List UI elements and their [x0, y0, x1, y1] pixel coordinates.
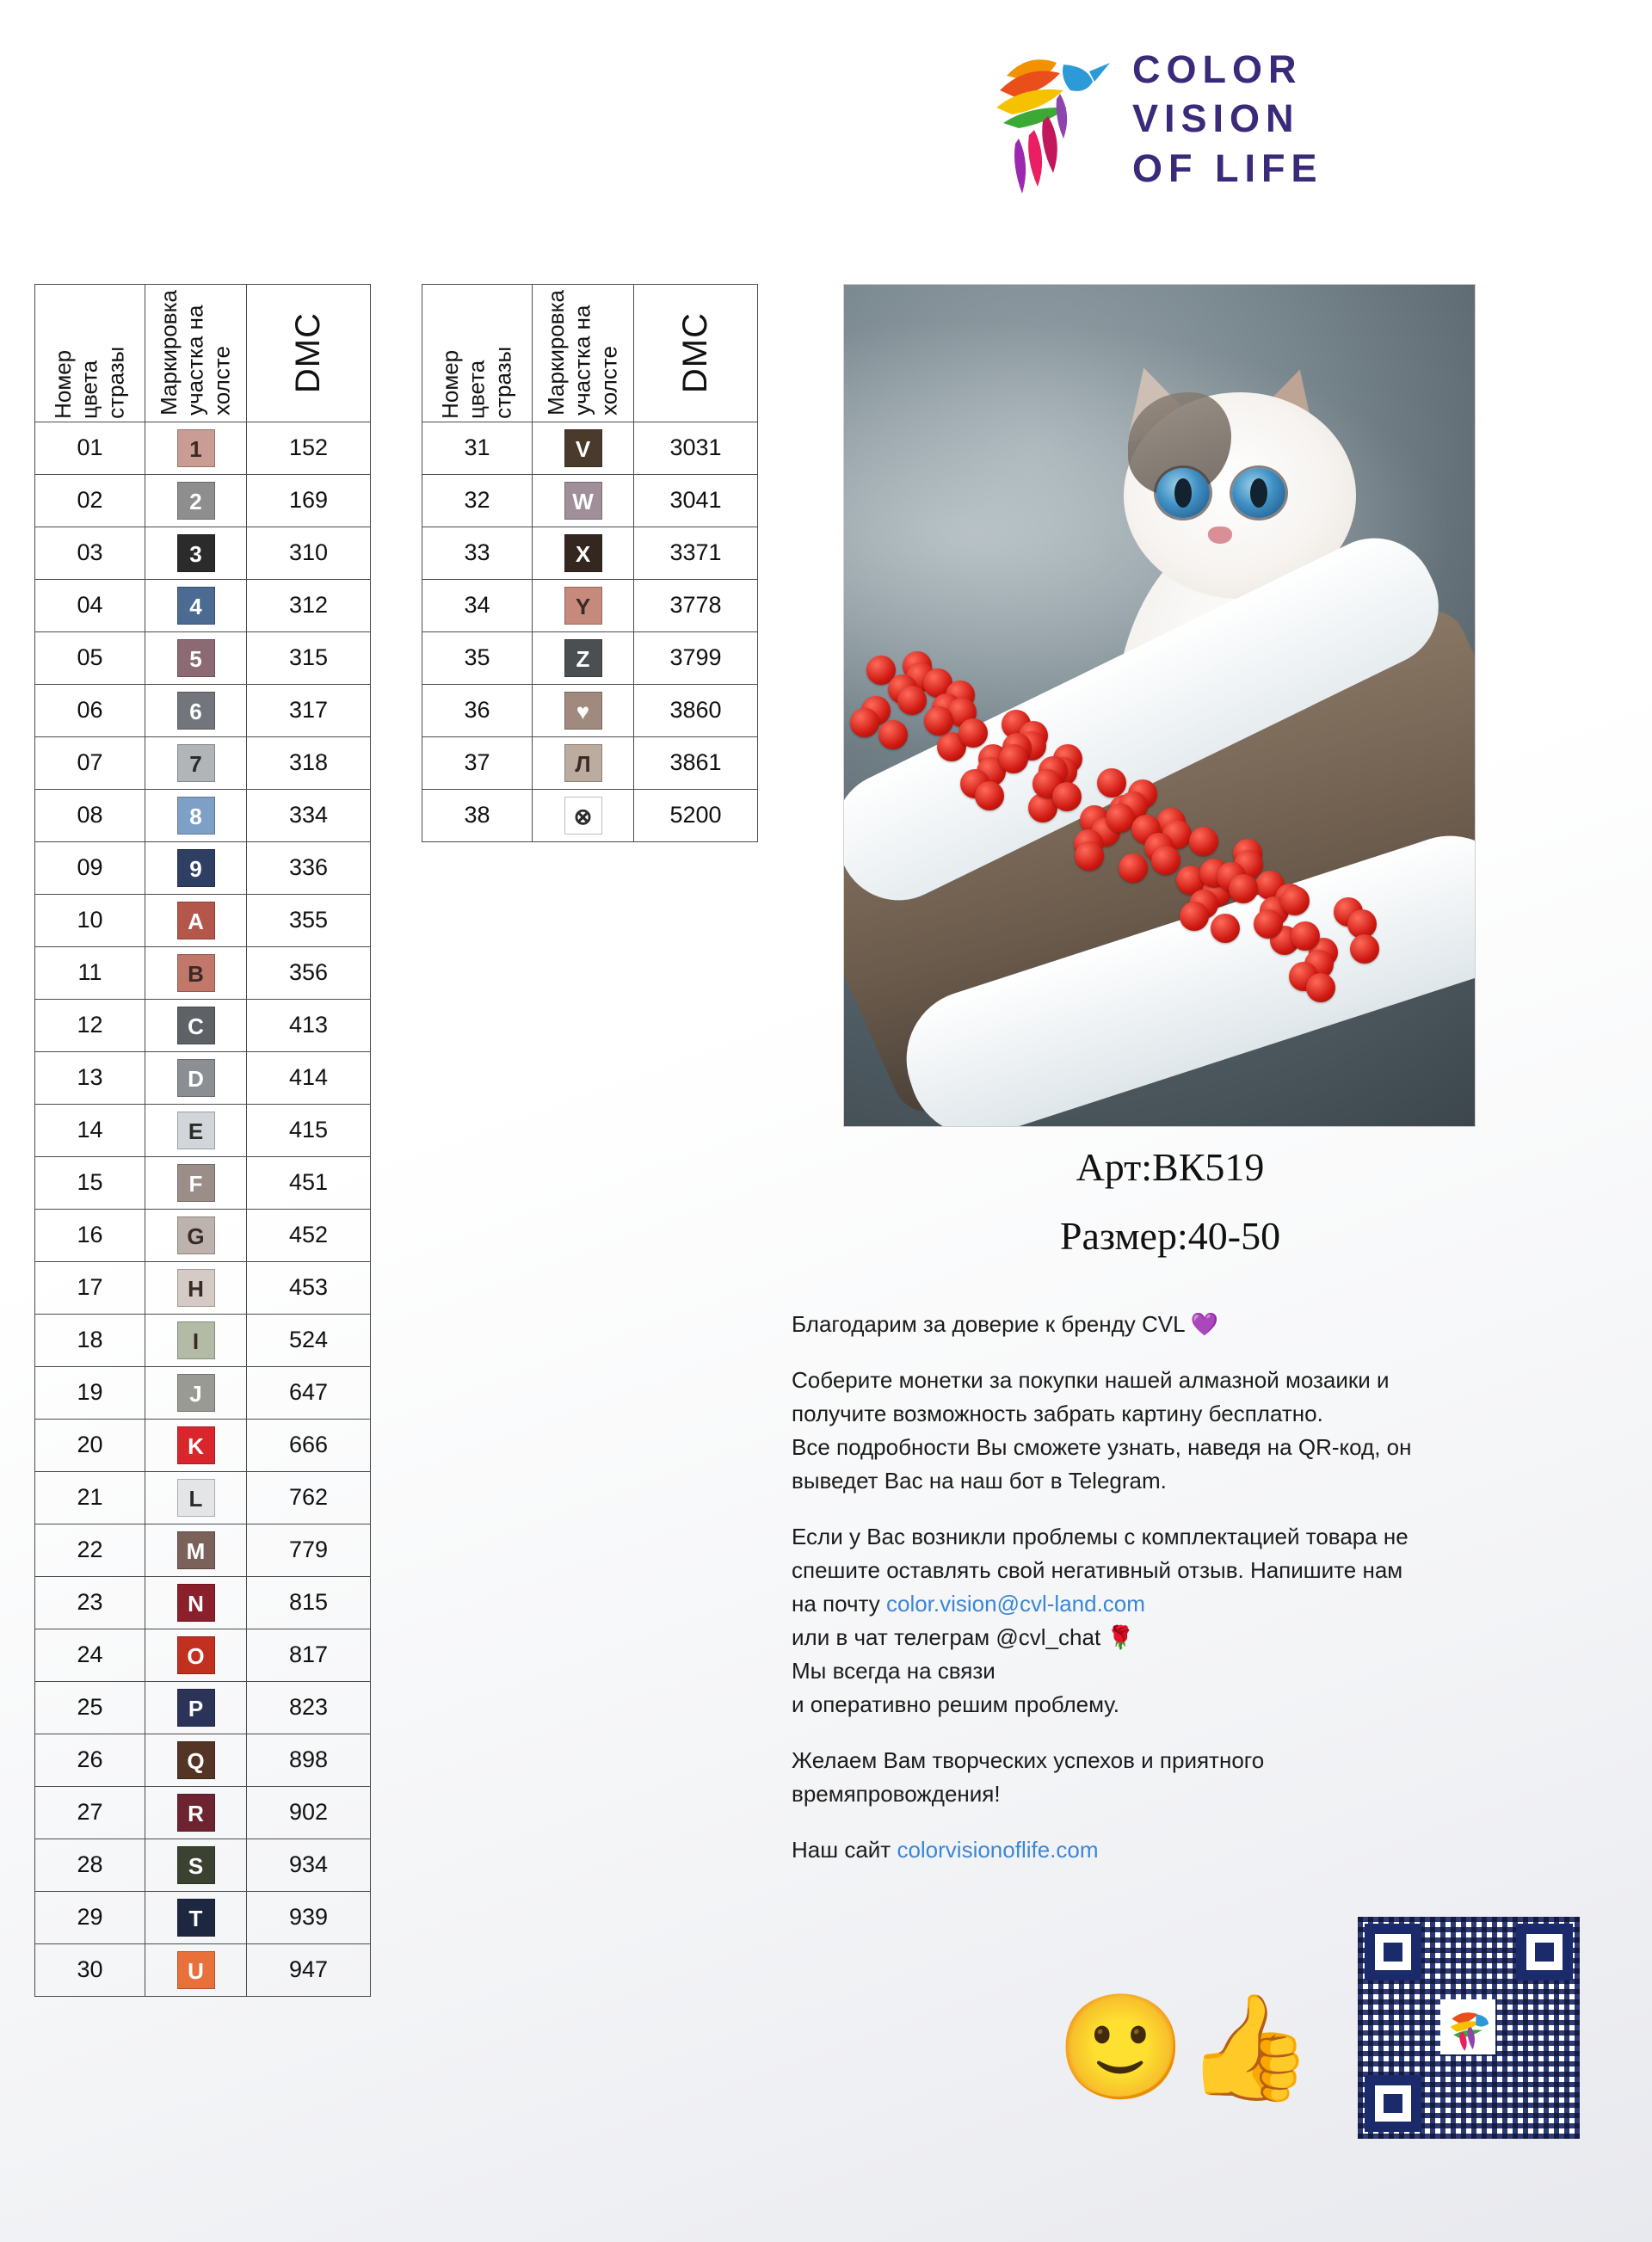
cell-marking — [145, 1471, 247, 1524]
marking-swatch: 4 — [177, 587, 215, 625]
berry — [975, 781, 1004, 810]
cell-marking — [145, 1209, 247, 1261]
brand-line-1: COLOR — [1132, 46, 1303, 91]
website-prefix: Наш сайт — [792, 1837, 897, 1863]
cell-dmc-code: 3371 — [634, 527, 758, 579]
cell-marking — [145, 1051, 247, 1104]
cell-color-number: 01 — [35, 422, 145, 474]
marking-swatch: E — [177, 1112, 215, 1149]
marking-swatch: F — [177, 1164, 215, 1202]
berry — [1229, 874, 1258, 903]
cell-dmc-code: 318 — [247, 736, 371, 789]
header-cell-marking — [145, 285, 247, 422]
cell-dmc-code: 413 — [247, 999, 371, 1051]
cell-color-number: 13 — [35, 1051, 145, 1104]
promo-paragraph — [792, 1364, 1600, 1498]
table-row — [35, 1471, 371, 1524]
table-row — [35, 1051, 371, 1104]
marking-swatch: M — [177, 1531, 215, 1569]
cell-marking — [145, 946, 247, 999]
brand-wordmark — [1132, 45, 1323, 194]
cell-marking — [145, 684, 247, 736]
header-cell-number — [35, 285, 145, 422]
legend-table-1-wrapper — [34, 284, 371, 1997]
support-line-3-prefix: на почту — [792, 1591, 886, 1617]
support-paragraph — [792, 1520, 1600, 1722]
cell-color-number: 36 — [422, 684, 533, 736]
cell-color-number: 05 — [35, 631, 145, 684]
marking-swatch: B — [177, 954, 215, 992]
table-row — [35, 789, 371, 841]
marking-swatch: A — [177, 902, 215, 939]
table-row — [35, 1209, 371, 1261]
brand-line-3: OF LIFE — [1132, 145, 1323, 190]
cell-color-number: 14 — [35, 1104, 145, 1156]
cell-color-number: 18 — [35, 1314, 145, 1366]
qr-finder-bottom-left — [1365, 2075, 1421, 2132]
marking-swatch: L — [177, 1479, 215, 1517]
table-row — [35, 1104, 371, 1156]
berry — [1211, 914, 1240, 943]
marking-swatch: K — [177, 1426, 215, 1464]
cell-marking — [533, 684, 634, 736]
berry — [1180, 902, 1209, 931]
table-row — [35, 1156, 371, 1209]
cell-marking — [533, 789, 634, 841]
cell-dmc-code: 356 — [247, 946, 371, 999]
table-row — [35, 474, 371, 527]
cell-dmc-code: 934 — [247, 1839, 371, 1891]
header-label-dmc: DMC — [675, 311, 714, 393]
marking-swatch: 8 — [177, 797, 215, 835]
cell-marking — [145, 1786, 247, 1839]
table-row — [35, 1314, 371, 1366]
support-email-link[interactable]: color.vision@cvl-land.com — [885, 1591, 1145, 1617]
cell-dmc-code: 779 — [247, 1524, 371, 1576]
cell-color-number: 38 — [422, 789, 533, 841]
qr-finder-top-right — [1516, 1924, 1573, 1980]
promo-line-3: Все подробности Вы сможете узнать, наведя на QR-код, он — [792, 1434, 1412, 1460]
marking-swatch: U — [177, 1951, 215, 1989]
berry — [1151, 846, 1180, 875]
marking-swatch: C — [177, 1007, 215, 1044]
cell-dmc-code: 315 — [247, 631, 371, 684]
marking-swatch: J — [177, 1374, 215, 1412]
qr-center-logo-icon — [1440, 1999, 1495, 2054]
table-row — [422, 736, 758, 789]
table-row — [422, 579, 758, 631]
table-row — [35, 946, 371, 999]
marking-swatch: G — [177, 1216, 215, 1254]
header-label-number: Номер цвета стразы — [437, 346, 516, 419]
table-row — [35, 1576, 371, 1629]
cell-dmc-code: 334 — [247, 789, 371, 841]
marking-swatch: 3 — [177, 534, 215, 572]
berry — [1052, 782, 1082, 811]
cell-marking — [145, 1891, 247, 1943]
berry — [1119, 853, 1148, 883]
promo-line-1: Соберите монетки за покупки нашей алмазной мозаики и — [792, 1367, 1390, 1393]
cell-color-number: 12 — [35, 999, 145, 1051]
marking-swatch: I — [177, 1321, 215, 1359]
marking-swatch: V — [564, 429, 602, 467]
berry — [1106, 804, 1135, 833]
cell-dmc-code: 312 — [247, 579, 371, 631]
berry — [878, 720, 908, 749]
cell-marking — [145, 999, 247, 1051]
cell-marking — [145, 894, 247, 946]
cell-color-number: 21 — [35, 1471, 145, 1524]
cell-dmc-code: 415 — [247, 1104, 371, 1156]
berry — [1350, 934, 1379, 964]
berry — [1280, 886, 1310, 915]
marking-swatch: P — [177, 1689, 215, 1727]
marking-swatch: O — [177, 1636, 215, 1674]
product-photo — [843, 284, 1476, 1127]
support-line-5: Мы всегда на связи — [792, 1658, 996, 1684]
wishes-line-2: времяпровождения! — [792, 1781, 1001, 1807]
berry — [1306, 973, 1335, 1002]
cell-color-number: 03 — [35, 527, 145, 579]
cell-color-number: 23 — [35, 1576, 145, 1629]
marking-swatch: 5 — [177, 639, 215, 677]
marking-swatch: 2 — [177, 482, 215, 520]
marking-swatch: 6 — [177, 692, 215, 730]
table-row — [35, 1629, 371, 1681]
legend-table-1 — [34, 284, 371, 1997]
berry — [850, 708, 879, 737]
berry — [1189, 827, 1218, 856]
cell-marking — [145, 1576, 247, 1629]
cell-dmc-code: 169 — [247, 474, 371, 527]
cell-marking — [145, 789, 247, 841]
cell-color-number: 24 — [35, 1629, 145, 1681]
berry — [924, 706, 953, 736]
marking-swatch: Q — [177, 1741, 215, 1779]
marking-swatch: R — [177, 1794, 215, 1832]
marking-swatch: Л — [564, 744, 602, 782]
marking-swatch: W — [564, 482, 602, 520]
support-line-1: Если у Вас возникли проблемы с комплектацией товара не — [792, 1524, 1409, 1549]
qr-finder-top-left — [1365, 1924, 1421, 1980]
cell-dmc-code: 3799 — [634, 631, 758, 684]
website-link[interactable]: colorvisionoflife.com — [897, 1837, 1099, 1863]
cell-color-number: 10 — [35, 894, 145, 946]
table-row — [35, 736, 371, 789]
cell-marking — [533, 527, 634, 579]
table-row — [35, 579, 371, 631]
cell-marking — [145, 1839, 247, 1891]
hummingbird-logo-icon — [981, 37, 1110, 200]
table-row — [35, 841, 371, 894]
cell-color-number: 26 — [35, 1734, 145, 1786]
table-row — [422, 789, 758, 841]
cell-color-number: 34 — [422, 579, 533, 631]
header-cell-number — [422, 285, 533, 422]
cell-dmc-code: 451 — [247, 1156, 371, 1209]
info-text-block — [792, 1308, 1600, 1889]
cell-dmc-code: 666 — [247, 1419, 371, 1471]
cell-dmc-code: 336 — [247, 841, 371, 894]
product-size: Размер:40-50 — [1059, 1214, 1281, 1258]
berry — [959, 718, 988, 748]
promo-line-2: получите возможность забрать картину бесплатно. — [792, 1401, 1323, 1426]
brand-line-2: VISION — [1132, 96, 1300, 141]
cell-dmc-code: 902 — [247, 1786, 371, 1839]
cell-dmc-code: 815 — [247, 1576, 371, 1629]
header-label-number: Номер цвета стразы — [50, 346, 129, 419]
cell-dmc-code: 355 — [247, 894, 371, 946]
marking-swatch: S — [177, 1846, 215, 1884]
cell-marking — [533, 474, 634, 527]
table-row — [35, 1524, 371, 1576]
cell-color-number: 32 — [422, 474, 533, 527]
wishes-paragraph — [792, 1744, 1600, 1811]
marking-swatch: N — [177, 1584, 215, 1622]
legend-table-2-wrapper — [422, 284, 758, 842]
cell-dmc-code: 823 — [247, 1681, 371, 1734]
cell-color-number: 15 — [35, 1156, 145, 1209]
table-row — [35, 1943, 371, 1996]
cell-marking — [533, 579, 634, 631]
cell-marking — [145, 1314, 247, 1366]
cell-marking — [145, 1261, 247, 1314]
cell-marking — [533, 422, 634, 474]
table-row — [422, 684, 758, 736]
cell-color-number: 25 — [35, 1681, 145, 1734]
cell-marking — [145, 841, 247, 894]
table-row — [35, 684, 371, 736]
berry — [1097, 768, 1126, 798]
wishes-line-1: Желаем Вам творческих успехов и приятного — [792, 1747, 1265, 1773]
cell-marking — [145, 1419, 247, 1471]
cell-dmc-code: 453 — [247, 1261, 371, 1314]
table-row — [35, 1681, 371, 1734]
cell-marking — [533, 631, 634, 684]
cell-marking — [145, 1681, 247, 1734]
marking-swatch: Z — [564, 639, 602, 677]
marking-swatch: Y — [564, 587, 602, 625]
cell-dmc-code: 3860 — [634, 684, 758, 736]
berry — [897, 686, 927, 715]
marking-swatch: 1 — [177, 429, 215, 467]
cell-dmc-code: 452 — [247, 1209, 371, 1261]
marking-swatch: 7 — [177, 744, 215, 782]
marking-swatch: D — [177, 1059, 215, 1097]
table-row — [35, 894, 371, 946]
cell-dmc-code: 317 — [247, 684, 371, 736]
cell-color-number: 16 — [35, 1209, 145, 1261]
support-line-6: и оперативно решим проблему. — [792, 1691, 1119, 1717]
table-row — [35, 1261, 371, 1314]
table-header-row — [35, 285, 371, 422]
support-line-4: или в чат телеграм @cvl_chat 🌹 — [792, 1624, 1135, 1650]
table-row — [422, 631, 758, 684]
table-row — [35, 1419, 371, 1471]
berry — [1075, 841, 1104, 871]
cell-dmc-code: 898 — [247, 1734, 371, 1786]
cell-marking — [145, 1734, 247, 1786]
cell-dmc-code: 647 — [247, 1366, 371, 1419]
cell-marking — [145, 1943, 247, 1996]
cell-color-number: 37 — [422, 736, 533, 789]
promo-line-4: выведет Вас на наш бот в Telegram. — [792, 1468, 1167, 1494]
header-cell-marking — [533, 285, 634, 422]
cell-color-number: 29 — [35, 1891, 145, 1943]
cell-color-number: 28 — [35, 1839, 145, 1891]
table-row — [35, 422, 371, 474]
cell-color-number: 19 — [35, 1366, 145, 1419]
cell-color-number: 02 — [35, 474, 145, 527]
cell-marking — [145, 1104, 247, 1156]
table-row — [35, 1891, 371, 1943]
cell-dmc-code: 152 — [247, 422, 371, 474]
table-row — [35, 999, 371, 1051]
table-row — [422, 422, 758, 474]
cell-color-number: 07 — [35, 736, 145, 789]
cell-dmc-code: 3041 — [634, 474, 758, 527]
cell-color-number: 31 — [422, 422, 533, 474]
berry — [1254, 909, 1283, 939]
table-row — [35, 1366, 371, 1419]
table-row — [35, 527, 371, 579]
marking-swatch: H — [177, 1269, 215, 1307]
marking-swatch: 9 — [177, 849, 215, 887]
cell-dmc-code: 817 — [247, 1629, 371, 1681]
cell-color-number: 06 — [35, 684, 145, 736]
table-row — [35, 1839, 371, 1891]
cell-color-number: 30 — [35, 1943, 145, 1996]
cell-dmc-code: 3778 — [634, 579, 758, 631]
cell-marking — [145, 474, 247, 527]
article-number: Арт:ВК519 — [1076, 1145, 1265, 1189]
cell-marking — [145, 631, 247, 684]
cell-marking — [145, 527, 247, 579]
cell-marking — [145, 1366, 247, 1419]
cell-marking — [145, 1629, 247, 1681]
cell-marking — [145, 422, 247, 474]
marking-swatch: ⊗ — [564, 797, 602, 835]
table-row — [35, 631, 371, 684]
cell-marking — [145, 736, 247, 789]
cell-marking — [145, 579, 247, 631]
header-label-marking: Маркировка участка на холсте — [543, 290, 622, 416]
website-paragraph — [792, 1833, 1600, 1867]
qr-code[interactable] — [1358, 1917, 1580, 2139]
cell-color-number: 04 — [35, 579, 145, 631]
table-header-row — [422, 285, 758, 422]
header-cell-dmc — [634, 285, 758, 422]
marking-swatch: T — [177, 1899, 215, 1937]
cell-dmc-code: 947 — [247, 1943, 371, 1996]
cell-color-number: 33 — [422, 527, 533, 579]
cell-color-number: 11 — [35, 946, 145, 999]
berry — [999, 744, 1028, 773]
cell-dmc-code: 524 — [247, 1314, 371, 1366]
cell-color-number: 17 — [35, 1261, 145, 1314]
table-row — [422, 527, 758, 579]
table-row — [422, 474, 758, 527]
cell-dmc-code: 3861 — [634, 736, 758, 789]
cell-dmc-code: 3031 — [634, 422, 758, 474]
cell-color-number: 22 — [35, 1524, 145, 1576]
cell-dmc-code: 414 — [247, 1051, 371, 1104]
marking-swatch: ♥ — [564, 692, 602, 730]
cell-color-number: 09 — [35, 841, 145, 894]
cell-dmc-code: 762 — [247, 1471, 371, 1524]
header-label-marking: Маркировка участка на холсте — [156, 290, 235, 416]
cell-color-number: 20 — [35, 1419, 145, 1471]
table-row — [35, 1786, 371, 1839]
cell-marking — [533, 736, 634, 789]
support-line-2: спешите оставлять свой негативный отзыв. Напишите нам — [792, 1557, 1403, 1583]
cell-dmc-code: 310 — [247, 527, 371, 579]
thanks-text: Благодарим за доверие к бренду CVL 💜 — [792, 1311, 1219, 1337]
header-label-dmc: DMC — [288, 311, 327, 393]
cell-marking — [145, 1156, 247, 1209]
brand-logo-block — [981, 24, 1428, 213]
header-cell-dmc — [247, 285, 371, 422]
berry-cluster — [844, 285, 1475, 1126]
table-row — [35, 1734, 371, 1786]
marking-swatch: X — [564, 534, 602, 572]
thanks-paragraph — [792, 1308, 1600, 1341]
cell-color-number: 27 — [35, 1786, 145, 1839]
cell-color-number: 35 — [422, 631, 533, 684]
cell-dmc-code: 939 — [247, 1891, 371, 1943]
cell-color-number: 08 — [35, 789, 145, 841]
legend-table-2 — [422, 284, 758, 842]
smiley-thumbsup-icon: 🙂👍 — [1057, 1990, 1314, 2105]
cell-dmc-code: 5200 — [634, 789, 758, 841]
cell-marking — [145, 1524, 247, 1576]
